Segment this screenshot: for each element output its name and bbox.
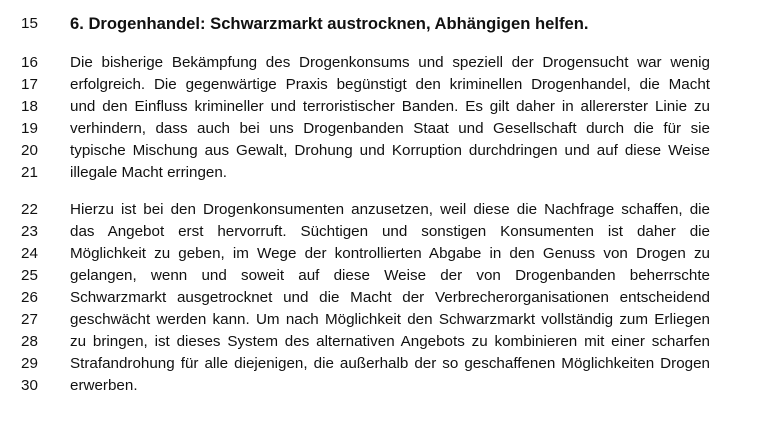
text-line [0, 265, 768, 287]
line-text: erfolgreich. Die gegenwärtige Praxis begünstigt den kriminellen Drogenhandel, die Macht [70, 76, 710, 93]
text-line [0, 74, 768, 96]
line-number: 20 [21, 142, 38, 159]
line-text: erwerben. [70, 377, 138, 394]
text-line [0, 353, 768, 375]
line-number: 22 [21, 201, 38, 218]
line-number: 16 [21, 54, 38, 71]
text-line [0, 140, 768, 162]
line-text: Möglichkeit zu geben, im Wege der kontrollierten Abgabe in den Genuss von Drogen zu [70, 245, 710, 262]
line-number: 29 [21, 355, 38, 372]
section-heading [0, 13, 768, 35]
text-line [0, 199, 768, 221]
line-text: Strafandrohung für alle diejenigen, die außerhalb der so geschaffenen Möglichkeiten Drogen [70, 355, 710, 372]
line-text: zu bringen, ist dieses System des alternativen Angebots zu kombinieren mit einer scharfen [70, 333, 710, 350]
line-number: 18 [21, 98, 38, 115]
line-number: 23 [21, 223, 38, 240]
line-number: 28 [21, 333, 38, 350]
text-line [0, 221, 768, 243]
section-heading-text: 6. Drogenhandel: Schwarzmarkt austrocknen, Abhängigen helfen. [70, 14, 589, 33]
text-line [0, 162, 768, 184]
text-line [0, 309, 768, 331]
text-line [0, 96, 768, 118]
text-line [0, 118, 768, 140]
line-number: 25 [21, 267, 38, 284]
line-number: 17 [21, 76, 38, 93]
line-text: verhindern, dass auch bei uns Drogenbanden Staat und Gesellschaft durch die für sie [70, 120, 710, 137]
line-text: das Angebot erst hervorruft. Süchtigen und sonstigen Konsumenten ist daher die [70, 223, 710, 240]
line-text: gelangen, wenn und soweit auf diese Weise der von Drogenbanden beherrschte [70, 267, 710, 284]
text-line [0, 331, 768, 353]
line-number: 26 [21, 289, 38, 306]
line-number: 27 [21, 311, 38, 328]
text-line [0, 375, 768, 397]
text-line [0, 287, 768, 309]
line-text: Schwarzmarkt ausgetrocknet und die Macht der Verbrecherorganisationen entscheidend [70, 289, 710, 306]
line-text: Die bisherige Bekämpfung des Drogenkonsums und speziell der Drogensucht war wenig [70, 54, 710, 71]
line-number: 30 [21, 377, 38, 394]
line-number: 21 [21, 164, 38, 181]
line-text: illegale Macht erringen. [70, 164, 228, 181]
line-number: 19 [21, 120, 38, 137]
line-number: 24 [21, 245, 38, 262]
line-text: geschwächt werden kann. Um nach Möglichkeit den Schwarzmarkt vollständig zum Erliegen [70, 311, 710, 328]
text-line [0, 52, 768, 74]
line-text: typische Mischung aus Gewalt, Drohung und Korruption durchdringen und auf diese Weise [70, 142, 710, 159]
line-text: und den Einfluss krimineller und terroristischer Banden. Es gilt daher in allererster Linie zu [70, 98, 710, 115]
line-number: 15 [21, 15, 38, 32]
line-text: Hierzu ist bei den Drogenkonsumenten anzusetzen, weil diese die Nachfrage schaffen, die [70, 201, 710, 218]
text-line [0, 243, 768, 265]
